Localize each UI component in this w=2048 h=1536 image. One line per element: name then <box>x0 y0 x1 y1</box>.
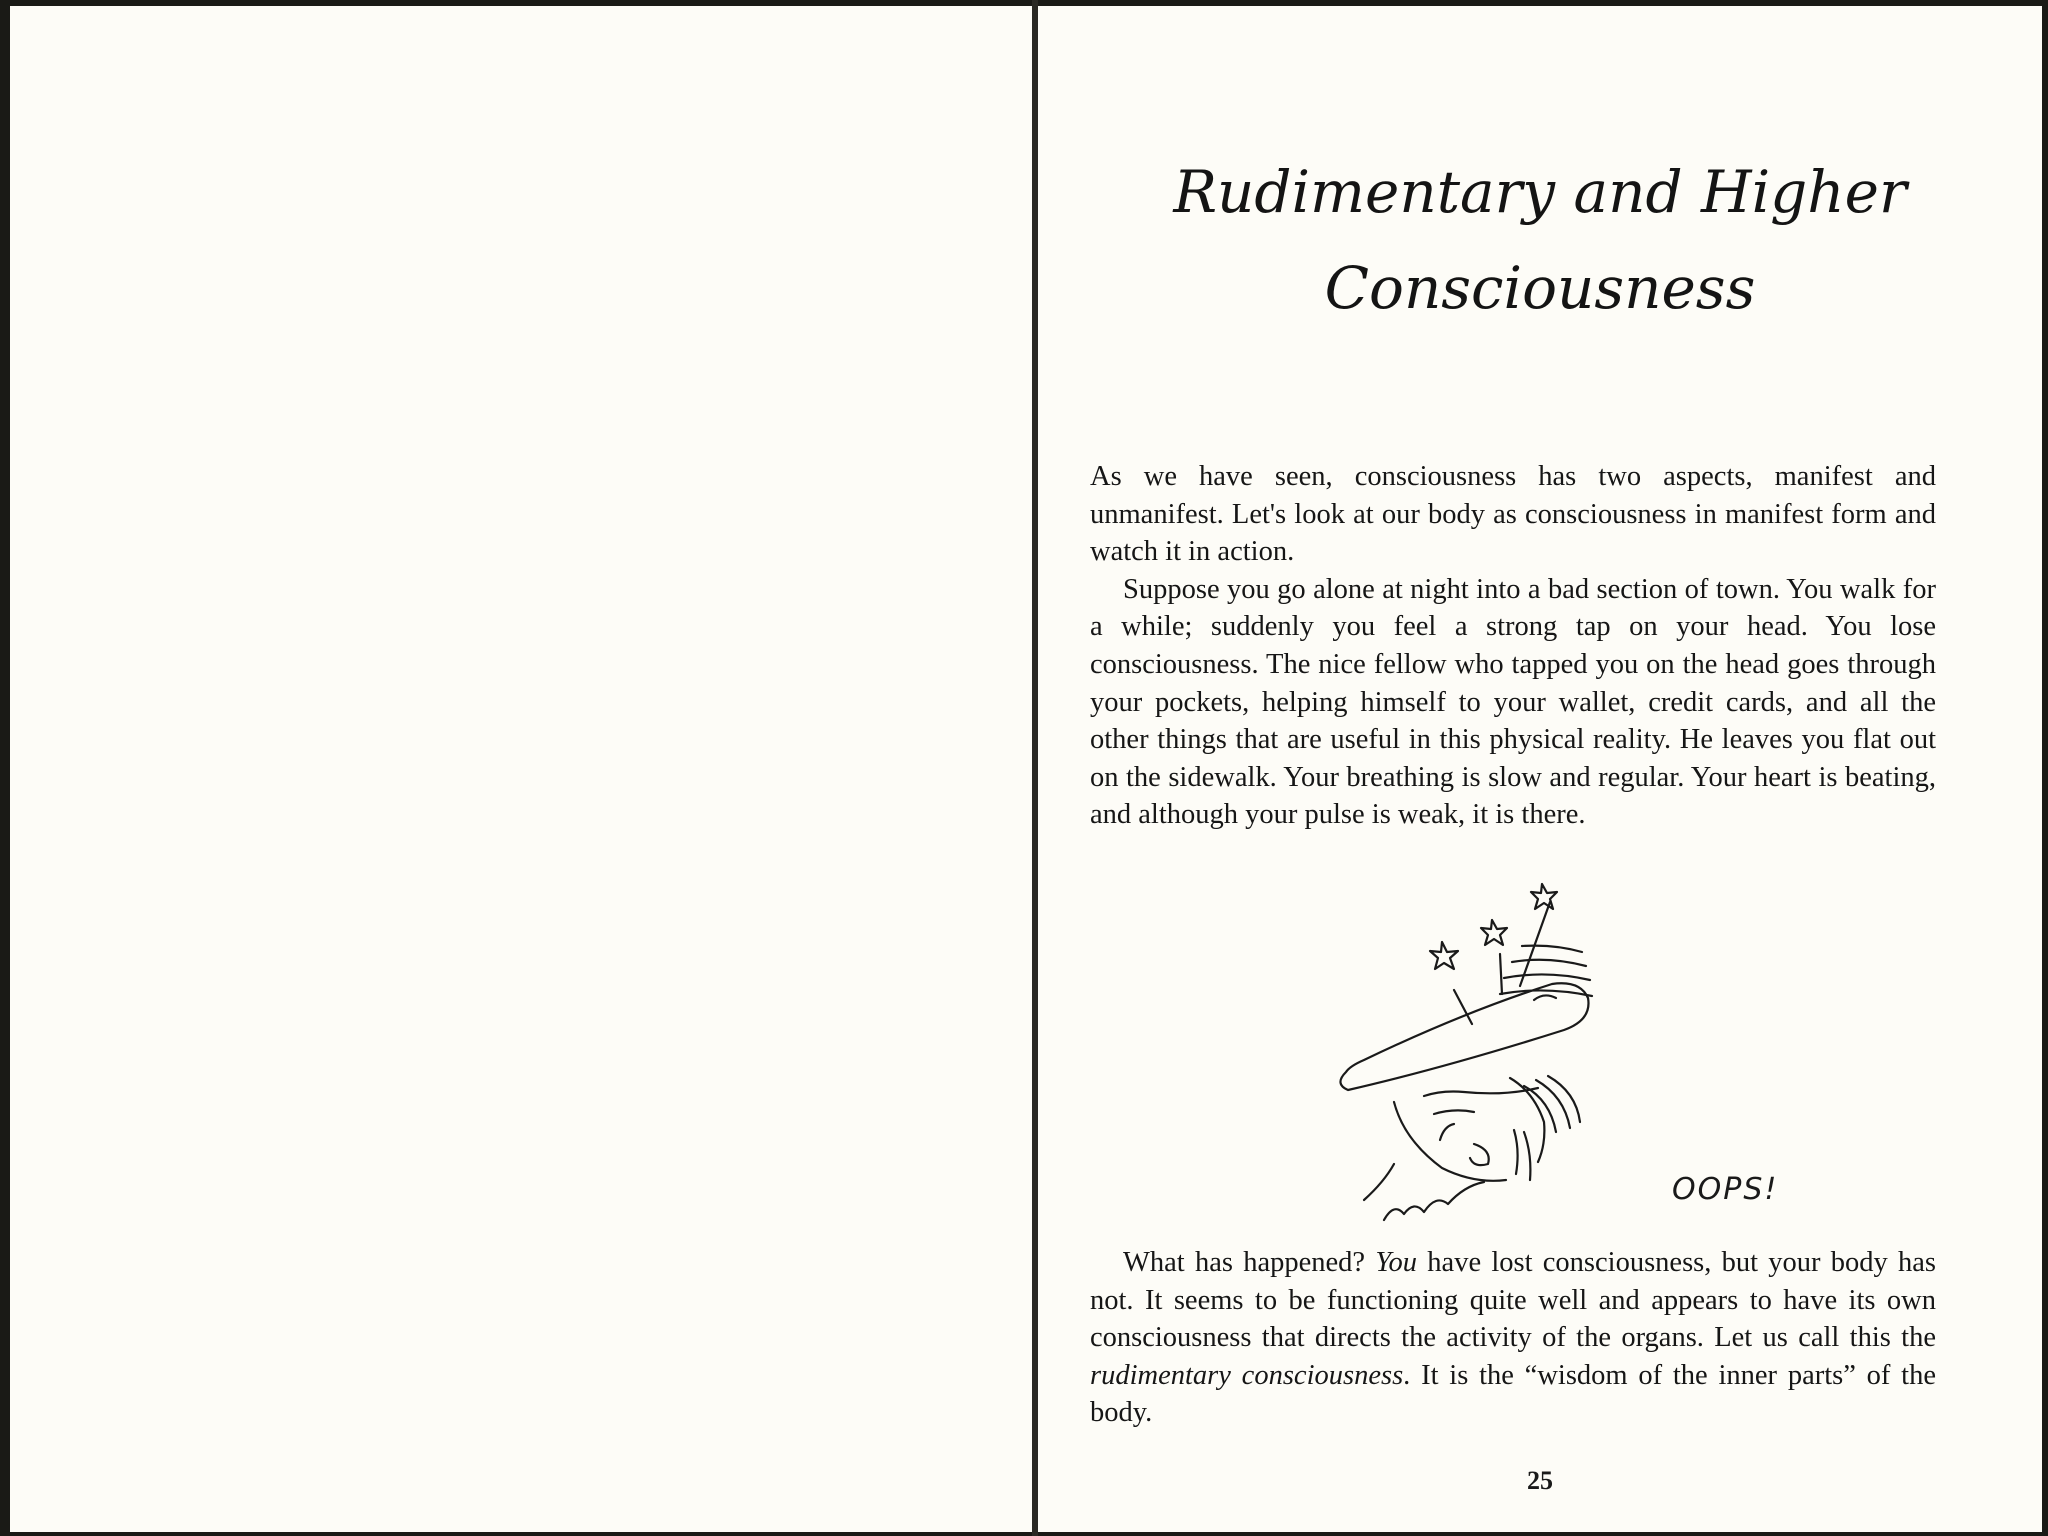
paragraph-3-part-3: . It is the “wisdom of the inner parts” of the body. <box>1090 1359 1936 1429</box>
paragraph-3-part-2: have lost consciousness, but your body has not. It seems to be functioning quite well and appears to have its own consciousness that directs the activity of the organs. Let us call this the <box>1090 1247 1937 1354</box>
chapter-title-line-1: Rudimentary and Higher <box>1173 158 1907 226</box>
chapter-title <box>1038 144 2042 336</box>
star-icon <box>1531 884 1557 909</box>
paragraph-1: As we have seen, consciousness has two aspects, manifest and unmanifest. Let's look at our body as consciousness in manifest form and watch it in action. <box>1090 461 1936 568</box>
paragraph-3 <box>1090 1244 1936 1432</box>
illustration-caption: OOPS! <box>1672 1172 1779 1207</box>
paragraph-3-emphasis-you: You <box>1375 1247 1418 1278</box>
paragraph-3-part-1: What has happened? <box>1123 1247 1376 1278</box>
star-icon <box>1430 942 1458 969</box>
illustration-club-hit <box>1324 882 1794 1232</box>
paragraph-3-emphasis-term: rudimentary consciousness <box>1090 1359 1404 1391</box>
chapter-title-line-2: Consciousness <box>1324 254 1756 322</box>
body-text-before-figure <box>1090 458 1936 834</box>
body-text-after-figure <box>1090 1244 1936 1432</box>
right-page <box>1038 6 2042 1532</box>
page-number: 25 <box>1527 1466 1553 1495</box>
paragraph-2: Suppose you go alone at night into a bad section of town. You walk for a while; suddenly you feel a strong tap on your head. You lose consciousness. The nice fellow who tapped you on the head goes through your pockets, helping himself to your wallet, credit cards, and all the other things that are useful in this physical reality. He leaves you flat out on the sidewalk. Your breathing is slow and regular. Your heart is beating, and although your pulse is weak, it is there. <box>1090 573 1936 831</box>
star-icon <box>1481 920 1507 945</box>
left-page-blank <box>10 6 1032 1532</box>
